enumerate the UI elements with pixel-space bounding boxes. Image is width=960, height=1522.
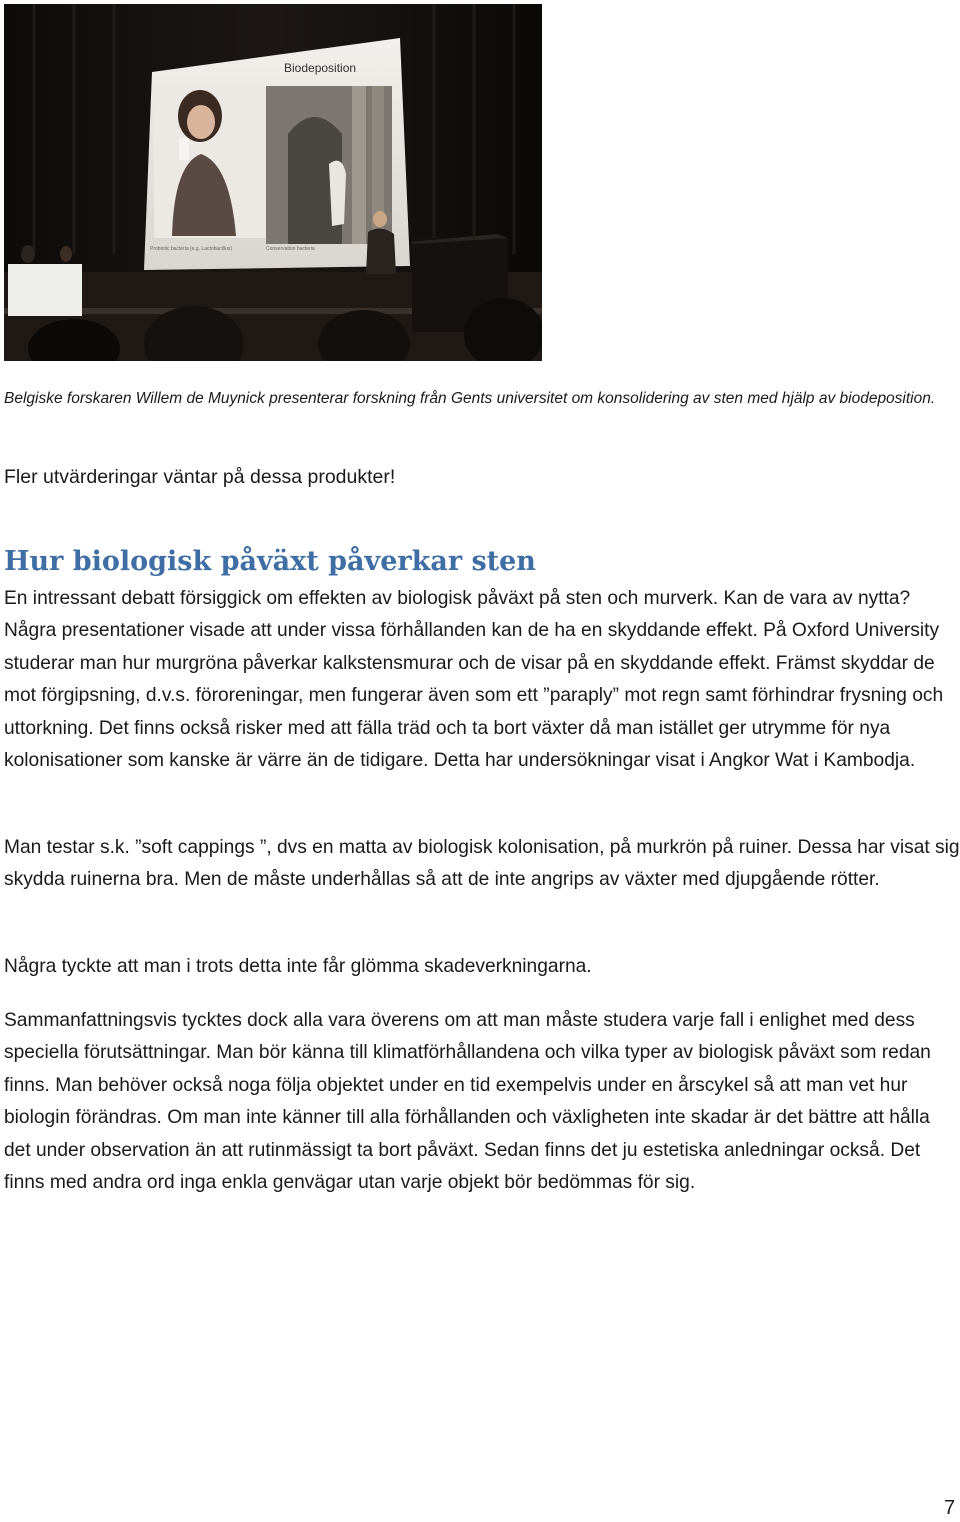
body-paragraph: Några tyckte att man i trots detta inte får glömma skadeverkningarna. — [4, 956, 592, 977]
lead-sentence: Fler utvärderingar väntar på dessa produkter! — [4, 466, 396, 488]
photo-caption: Belgiske forskaren Willem de Muynick presenterar forskning från Gents universitet om konsolidering av sten med hjälp av biodeposition. — [4, 390, 936, 407]
screen-title: Biodeposition — [284, 61, 357, 75]
body-paragraph: Sammanfattningsvis tycktes dock alla vara överens om att man måste studera varje fall i enlighet med dess speciella förutsättningar. Man bör känna till klimatförhållandena och vilka typer av biologisk påväxt som redan finns. Man behöver också noga följa objektet under en tid exempelvis under en årscykel så att man vet hur biologin förändras. Om man inte känner till alla förhållanden och växligheten inte skadar är det bättre att hålla det under observation än att rutinmässigt ta bort påväxt. Sedan finns det ju estetiska anledningar också. Det finns med andra ord inga enkla genvägar utan varje objekt bör bedömmas för sig. — [4, 1010, 931, 1194]
screen-label-right: Conservation bacteria — [266, 246, 315, 252]
section-heading: Hur biologisk påväxt påverkar sten — [4, 546, 536, 577]
body-paragraph: Man testar s.k. ”soft cappings ”, dvs en matta av biologisk kolonisation, på murkrön på ruiner. Dessa har visat sig skydda ruinerna bra. Men de måste underhållas så att de inte angrips av växter med djupgående rötter. — [4, 837, 960, 891]
conference-photo — [4, 4, 542, 361]
body-paragraph: En intressant debatt försiggick om effekten av biologisk påväxt på sten och murverk. Kan de vara av nytta? Några presentationer visade att under vissa förhållanden kan de ha en skyddande effekt. På Oxford University studerar man hur murgröna påverkar kalkstensmurar och de visar på en skyddande effekt. Främst skyddar de mot förgipsning, d.v.s. föroreningar, men fungerar även som ett ”paraply” mot regn samt förhindrar frysning och uttorkning. Det finns också risker med att fälla träd och ta bort växter då man istället ger utrymme för nya kolonisationer som kanske är värre än de tidigare. Detta har undersökningar visat i Angkor Wat i Kambodja. — [4, 588, 944, 772]
page-number: 7 — [944, 1497, 956, 1519]
screen-label-left: Probiotic bacteria (e.g. Lactobacillus) — [150, 246, 232, 252]
